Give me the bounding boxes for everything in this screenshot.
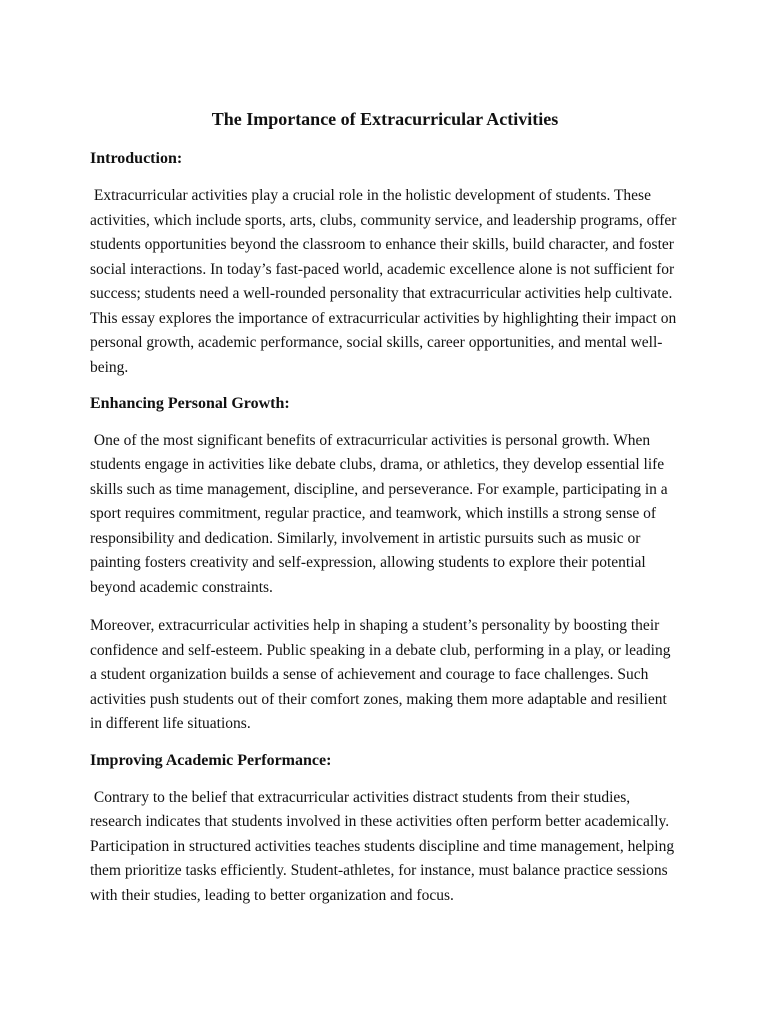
paragraph-personal-growth-1: One of the most significant benefits of extracurricular activities is personal growth. When students engage in activities like debate clubs, drama, or athletics, they develop essential life skills such as time management, discipline, and perseverance. For example, participating in a sport requires commitment, regular practice, and teamwork, which instills a strong sense of responsibility and dedication. Similarly, involvement in artistic pursuits such as music or painting fosters creativity and self-expression, allowing students to explore their potential beyond academic constraints.: [90, 431, 668, 596]
paragraph-personal-growth-2: Moreover, extracurricular activities help in shaping a student’s personality by boosting their confidence and self-esteem. Public speaking in a debate club, performing in a play, or leading a student organization builds a sense of achievement and courage to face challenges. Such activities push students out of their comfort zones, making them more adaptable and resilient in different life situations.: [90, 617, 671, 733]
paragraph-introduction: Extracurricular activities play a crucial role in the holistic development of students. These activities, which include sports, arts, clubs, community service, and leadership programs, offer students opportunities beyond the classroom to enhance their skills, build character, and foster social interactions. In today’s fast-paced world, academic excellence alone is not sufficient for success; students need a well-rounded personality that extracurricular activities help cultivate. This essay explores the importance of extracurricular activities by highlighting their impact on personal growth, academic performance, social skills, career opportunities, and mental well-being.: [90, 187, 677, 376]
section-heading-introduction: Introduction:: [90, 150, 183, 168]
document-page: [90, 108, 680, 922]
document-title: The Importance of Extracurricular Activities: [211, 109, 559, 129]
section-heading-personal-growth: Enhancing Personal Growth:: [90, 395, 290, 413]
section-heading-academic-performance: Improving Academic Performance:: [90, 751, 332, 769]
paragraph-academic-performance: Contrary to the belief that extracurricular activities distract students from their studies, research indicates that students involved in these activities often perform better academically. Participation in structured activities teaches students discipline and time management, helping them prioritize tasks efficiently. Student-athletes, for instance, must balance practice sessions with their studies, leading to better organization and focus.: [90, 788, 675, 904]
